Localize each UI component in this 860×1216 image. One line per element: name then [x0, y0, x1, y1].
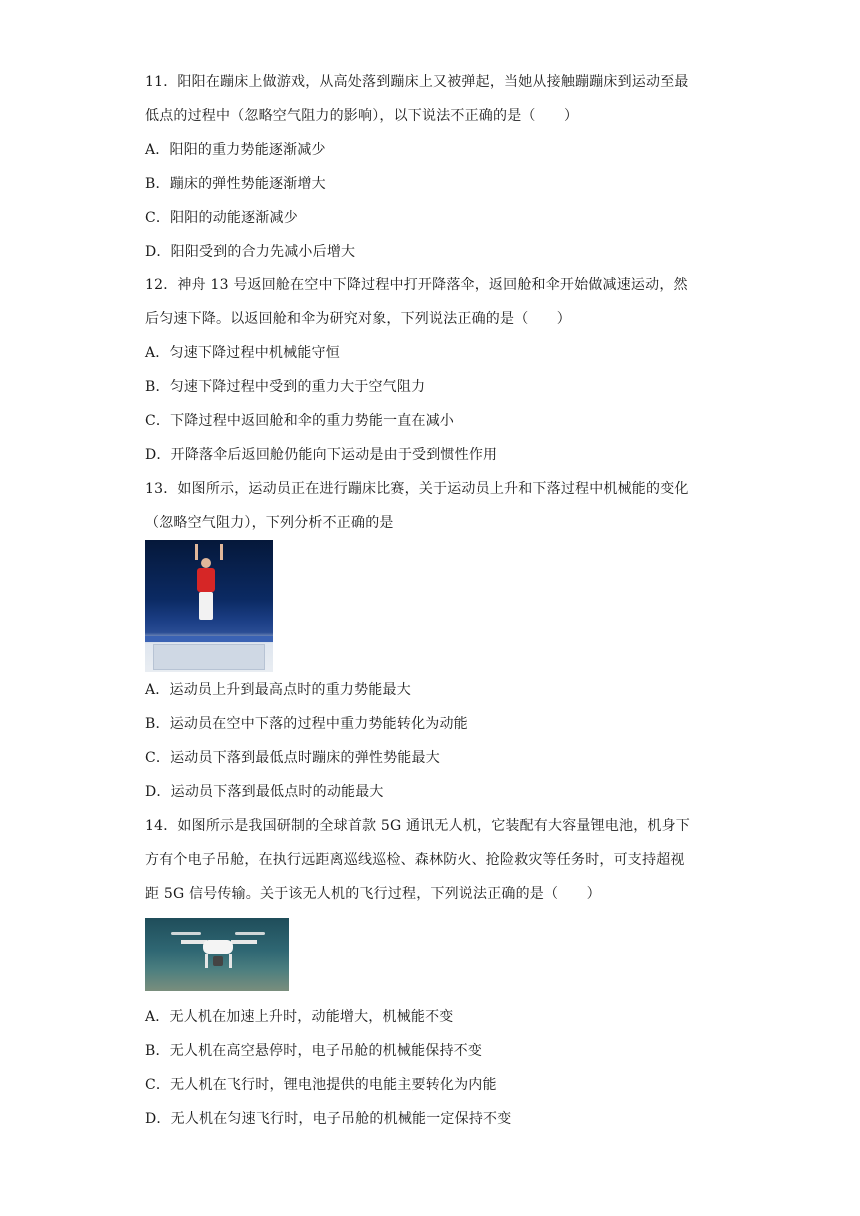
q13-stem-line-2: （忽略空气阻力），下列分析不正确的是 — [145, 515, 394, 531]
q12-option-a: A．匀速下降过程中机械能守恒 — [145, 345, 340, 361]
q14-stem-line-3: 距 5G 信号传输。关于该无人机的飞行过程，下列说法正确的是（ ） — [145, 886, 601, 902]
q12-stem-line-2: 后匀速下降。以返回舱和伞为研究对象，下列说法正确的是（ ） — [145, 311, 571, 327]
drone-body — [203, 940, 233, 954]
q12-option-d: D．开降落伞后返回舱仍能向下运动是由于受到惯性作用 — [145, 447, 498, 463]
q13-option-c: C．运动员下落到最低点时蹦床的弹性势能最大 — [145, 750, 440, 766]
drone-photo — [145, 918, 289, 991]
drone-propeller-right — [235, 932, 265, 935]
q14-option-b: B．无人机在高空悬停时，电子吊舱的机械能保持不变 — [145, 1043, 483, 1059]
trampoline-bed — [153, 644, 265, 670]
q14-option-a: A．无人机在加速上升时，动能增大，机械能不变 — [145, 1009, 454, 1025]
q11-option-a: A．阳阳的重力势能逐渐减少 — [145, 142, 326, 158]
q12-option-c: C．下降过程中返回舱和伞的重力势能一直在减小 — [145, 413, 455, 429]
drone-propeller-left — [171, 932, 201, 935]
q11-stem-line-1: 11．阳阳在蹦床上做游戏，从高处落到蹦床上又被弹起，当她从接触蹦蹦床到运动至最 — [145, 74, 689, 90]
q12-option-b: B．匀速下降过程中受到的重力大于空气阻力 — [145, 379, 426, 395]
athlete-arms — [195, 544, 223, 560]
drone-leg-left — [205, 954, 208, 968]
q14-option-d: D．无人机在匀速飞行时，电子吊舱的机械能一定保持不变 — [145, 1111, 512, 1127]
q11-stem-line-2: 低点的过程中（忽略空气阻力的影响），以下说法不正确的是（ ） — [145, 108, 579, 124]
q14-stem-line-2: 方有个电子吊舱，在执行远距离巡线巡检、森林防火、抢险救灾等任务时，可支持超视 — [145, 852, 685, 868]
q13-option-b: B．运动员在空中下落的过程中重力势能转化为动能 — [145, 716, 468, 732]
q14-stem-line-1: 14．如图所示是我国研制的全球首款 5G 通讯无人机，它装配有大容量锂电池，机身下 — [145, 818, 691, 834]
drone-leg-right — [229, 954, 232, 968]
q13-stem-line-1: 13．如图所示，运动员正在进行蹦床比赛，关于运动员上升和下落过程中机械能的变化 — [145, 481, 689, 497]
drone-arm-right — [231, 940, 257, 944]
athlete-body — [197, 568, 215, 592]
trampoline-frame — [145, 636, 273, 642]
athlete-legs — [199, 592, 213, 620]
q14-option-c: C．无人机在飞行时，锂电池提供的电能主要转化为内能 — [145, 1077, 497, 1093]
q13-option-d: D．运动员下落到最低点时的动能最大 — [145, 784, 384, 800]
drone-camera-pod — [213, 956, 223, 966]
athlete-head — [201, 558, 211, 568]
q13-option-a: A．运动员上升到最高点时的重力势能最大 — [145, 682, 411, 698]
q11-option-c: C．阳阳的动能逐渐减少 — [145, 210, 298, 226]
trampoline-athlete-photo — [145, 540, 273, 672]
q11-option-b: B．蹦床的弹性势能逐渐增大 — [145, 176, 326, 192]
q12-stem-line-1: 12．神舟 13 号返回舱在空中下降过程中打开降落伞，返回舱和伞开始做减速运动，然 — [145, 277, 688, 293]
q11-option-d: D．阳阳受到的合力先减小后增大 — [145, 244, 356, 260]
